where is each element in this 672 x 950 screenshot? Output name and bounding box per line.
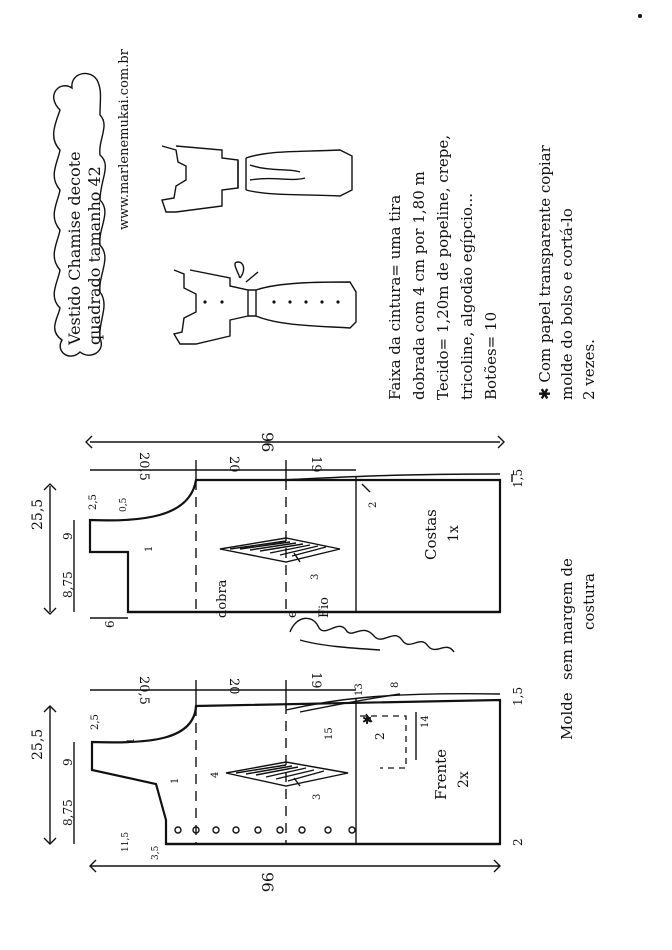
back-length-96: 96 xyxy=(258,432,277,453)
belt-detail: dobrada com 4 cm por 1,80 m xyxy=(410,171,428,400)
front-shoulder-9: 9 xyxy=(61,758,75,766)
pocket-note-2: molde do bolso e cortá-lo xyxy=(558,208,576,400)
footer-line-1: Molde xyxy=(558,692,576,740)
front-mark-2: 2 xyxy=(373,732,387,740)
back-seg-19: 19 xyxy=(308,456,323,473)
belt-line: Faixa da cintura= uma tira xyxy=(386,194,404,400)
back-hem-1-5: 1,5 xyxy=(511,468,525,488)
front-hem-1-5: 1,5 xyxy=(511,686,525,706)
front-pattern-piece xyxy=(30,672,525,892)
pocket-note-1: ✱ Com papel transparente copiar xyxy=(536,145,554,400)
dress-sketch-back xyxy=(162,146,352,212)
back-neck-8-75: 8,75 xyxy=(61,571,75,598)
signature xyxy=(290,618,454,652)
corner-dot xyxy=(638,14,642,18)
back-qty: 1x xyxy=(446,525,462,542)
front-qty: 2x xyxy=(456,771,472,788)
back-mark-1: 1 xyxy=(144,545,155,552)
back-cb-6: 6 xyxy=(103,620,117,628)
back-width-25-5: 25,5 xyxy=(30,498,46,530)
back-pattern-piece xyxy=(30,432,525,628)
front-seg-19: 19 xyxy=(308,672,323,689)
front-mark-3: 3 xyxy=(312,793,323,800)
fabric-detail: tricoline, algodão egípcio... xyxy=(458,193,476,400)
front-mark-1: 1 xyxy=(126,737,137,744)
front-mark-4: 4 xyxy=(210,771,221,778)
back-neck-0-5: 0,5 xyxy=(119,497,129,512)
front-seg-20: 20 xyxy=(226,678,241,695)
front-pocket-13: 13 xyxy=(354,683,365,696)
front-pocket-15: 15 xyxy=(324,727,335,740)
back-label: Costas xyxy=(422,509,440,560)
fold-label-dobra: dobra xyxy=(215,579,230,618)
fold-label-fio: Fio xyxy=(317,596,332,618)
back-mark-3: 3 xyxy=(310,573,321,580)
pocket-note-3: 2 vezes. xyxy=(580,339,598,400)
title-line-2: quadrado tamanho 42 xyxy=(85,166,104,345)
front-seg-20-5: 20,5 xyxy=(136,676,151,705)
front-neck-drop-2-5: 2,5 xyxy=(90,714,101,730)
website-url: www.marlenemukai.com.br xyxy=(117,49,132,230)
back-mark-2: 2 xyxy=(368,501,379,508)
fabric-line: Tecido= 1,20m de popeline, crepe, xyxy=(434,135,452,400)
front-length-96: 96 xyxy=(258,872,277,893)
back-shoulder-9: 9 xyxy=(61,532,75,540)
front-placket-3-5: 3,5 xyxy=(151,845,161,860)
front-hem-2: 2 xyxy=(511,838,525,846)
buttons-line: Botões= 10 xyxy=(482,311,500,400)
dress-sketch-front xyxy=(174,262,356,344)
front-mark-1b: 1 xyxy=(170,777,181,784)
front-neck-8-75: 8,75 xyxy=(61,799,75,826)
front-width-25-5: 25,5 xyxy=(30,728,46,760)
front-pocket-8: 8 xyxy=(390,681,401,688)
footer-line-2: sem margem de xyxy=(558,558,576,680)
title-cloud xyxy=(54,73,106,356)
front-pocket-14: 14 xyxy=(420,715,431,728)
back-seg-20: 20 xyxy=(226,456,241,473)
front-label: Frente xyxy=(432,748,450,800)
back-neck-drop-2-5: 2,5 xyxy=(88,494,99,510)
front-placket-11-5: 11,5 xyxy=(121,831,131,852)
front-mark-pocket: ✱ xyxy=(362,713,373,727)
fold-label-e: e xyxy=(285,610,300,618)
front-buttons xyxy=(175,827,355,833)
back-seg-20-5: 20,5 xyxy=(136,452,151,481)
footer-line-3: costura xyxy=(580,573,598,630)
title-line-1: Vestido Chamise decote xyxy=(65,151,84,345)
